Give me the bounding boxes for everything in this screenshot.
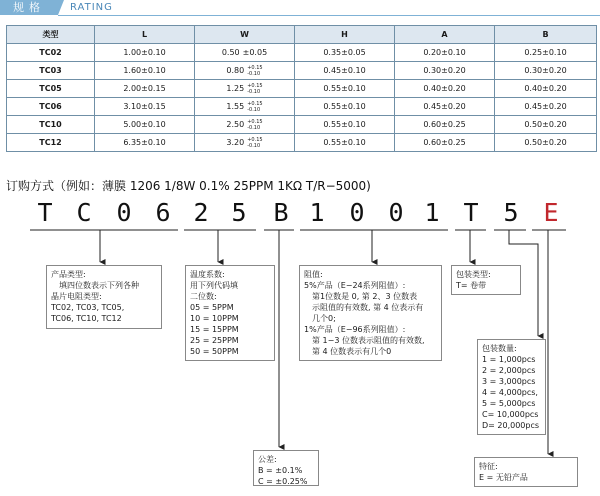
cell-l: 6.35±0.10	[95, 134, 195, 152]
box-title: 包装数量:	[482, 344, 517, 353]
cell-code: TC05	[7, 80, 95, 98]
product-type-box	[46, 265, 162, 329]
cell-l: 3.10±0.15	[95, 98, 195, 116]
box-title: 阻值:	[304, 270, 323, 279]
code-char: T	[37, 198, 53, 227]
box-line: 25 = 25PPM	[190, 336, 239, 345]
box-line: 几个0;	[312, 314, 336, 323]
w-main: 0.80	[226, 66, 245, 75]
cell-code: TC10	[7, 116, 95, 134]
box-line: B = ±0.1%	[258, 466, 303, 475]
box-line: D= 20,000pcs	[482, 421, 540, 430]
w-minus: -0.10	[247, 70, 261, 77]
box-line: 填四位数表示下列各种	[59, 281, 139, 290]
code-char: 0	[349, 198, 365, 227]
header-title-en: RATING	[70, 2, 113, 13]
box-line: 第 4 位数表示有几个0	[312, 347, 392, 356]
code-char: 0	[116, 198, 132, 227]
cell-a: 0.40±0.20	[395, 80, 495, 98]
code-char: T	[463, 198, 479, 227]
box-title: 包装类型:	[456, 270, 491, 279]
box-line: 5%产品（E−24系列阻值）:	[304, 281, 406, 290]
w-main: 1.25	[226, 84, 245, 93]
cell-code: TC06	[7, 98, 95, 116]
box-line: 用下列代码填	[190, 281, 238, 290]
cell-b: 0.25±0.10	[495, 44, 597, 62]
box-line: 50 = 50PPM	[190, 347, 239, 356]
code-char: 1	[424, 198, 440, 227]
tcr-box	[185, 265, 275, 361]
cell-l: 1.00±0.10	[95, 44, 195, 62]
code-char: 1	[309, 198, 325, 227]
col-header-a: A	[395, 26, 495, 44]
w-main: 0.50	[221, 48, 240, 57]
cell-a: 0.20±0.10	[395, 44, 495, 62]
cell-h: 0.55±0.10	[295, 134, 395, 152]
cell-code: TC03	[7, 62, 95, 80]
cell-h: 0.45±0.10	[295, 62, 395, 80]
w-minus: -0.10	[247, 142, 261, 149]
box-line: E = 无铅产品	[479, 473, 528, 482]
cell-l: 1.60±0.10	[95, 62, 195, 80]
col-header-b: B	[495, 26, 597, 44]
box-line: 4 = 4,000pcs,	[482, 388, 538, 397]
code-char: 5	[503, 198, 519, 227]
box-line: C= 10,000pcs	[482, 410, 539, 419]
box-line: 05 = 5PPM	[190, 303, 234, 312]
w-minus: -0.10	[247, 88, 261, 95]
code-char: B	[273, 198, 289, 227]
order-title: 订购方式（例如：薄膜 1206 1/8W 0.1% 25PPM 1KΩ T/R−5000)	[6, 179, 371, 193]
box-title: 产品类型:	[51, 270, 86, 279]
cell-b: 0.30±0.20	[495, 62, 597, 80]
cell-code: TC02	[7, 44, 95, 62]
col-header-h: H	[295, 26, 395, 44]
w-main: 2.50	[226, 120, 245, 129]
code-char: C	[76, 198, 92, 227]
box-line: TC06, TC10, TC12	[51, 314, 122, 323]
cell-l: 5.00±0.10	[95, 116, 195, 134]
cell-h: 0.55±0.10	[295, 80, 395, 98]
cell-code: TC12	[7, 134, 95, 152]
box-line: T= 卷带	[456, 281, 487, 290]
box-line: 1%产品（E−96系列阻值）:	[304, 325, 406, 334]
box-line: TC02, TC03, TC05,	[51, 303, 125, 312]
tolerance-box	[253, 450, 319, 486]
box-line: 10 = 10PPM	[190, 314, 239, 323]
box-line: 第1位数是 0, 第 2、3 位数表	[312, 292, 418, 301]
cell-a: 0.45±0.20	[395, 98, 495, 116]
box-line: 二位数:	[190, 292, 217, 301]
quantity-box	[477, 339, 546, 435]
cell-a: 0.60±0.25	[395, 116, 495, 134]
w-plus: +0.15	[247, 82, 263, 89]
box-title: 特征:	[479, 462, 498, 471]
box-line: 示阻值的有效数, 第 4 位表示有	[312, 303, 424, 312]
col-header-l: L	[95, 26, 195, 44]
code-char: 5	[231, 198, 247, 227]
box-line: C = ±0.25%	[258, 477, 308, 486]
resistance-box	[299, 265, 442, 361]
code-char: 2	[193, 198, 209, 227]
code-char-feature: E	[543, 198, 559, 227]
w-plus: +0.15	[247, 136, 263, 143]
col-header-type: 类型	[7, 26, 95, 44]
w-minus: -0.10	[247, 124, 261, 131]
w-minus: -0.10	[247, 106, 261, 113]
box-title: 温度系数:	[190, 270, 225, 279]
cell-b: 0.45±0.20	[495, 98, 597, 116]
code-char: 6	[155, 198, 171, 227]
box-title: 公差:	[258, 455, 277, 464]
w-tol: ±0.05	[242, 48, 268, 57]
box-line: 第 1−3 位数表示阻值的有效数,	[312, 336, 425, 345]
code-char: 0	[388, 198, 404, 227]
w-main: 3.20	[226, 138, 245, 147]
cell-l: 2.00±0.15	[95, 80, 195, 98]
cell-b: 0.40±0.20	[495, 80, 597, 98]
cell-a: 0.30±0.20	[395, 62, 495, 80]
cell-b: 0.50±0.20	[495, 134, 597, 152]
box-line: 1 = 1,000pcs	[482, 355, 536, 364]
box-line: 5 = 5,000pcs	[482, 399, 536, 408]
cell-a: 0.60±0.25	[395, 134, 495, 152]
w-plus: +0.15	[247, 118, 263, 125]
w-plus: +0.15	[247, 64, 263, 71]
cell-h: 0.55±0.10	[295, 98, 395, 116]
package-type-box	[451, 265, 521, 295]
cell-h: 0.55±0.10	[295, 116, 395, 134]
w-main: 1.55	[226, 102, 245, 111]
cell-h: 0.35±0.05	[295, 44, 395, 62]
header-title-cn: 规格	[0, 0, 58, 15]
box-line: 15 = 15PPM	[190, 325, 239, 334]
box-line: 3 = 3,000pcs	[482, 377, 536, 386]
cell-b: 0.50±0.20	[495, 116, 597, 134]
box-line: 2 = 2,000pcs	[482, 366, 536, 375]
col-header-w: W	[195, 26, 295, 44]
feature-box	[474, 457, 578, 487]
box-line: 晶片电阻类型:	[51, 292, 102, 301]
w-plus: +0.15	[247, 100, 263, 107]
